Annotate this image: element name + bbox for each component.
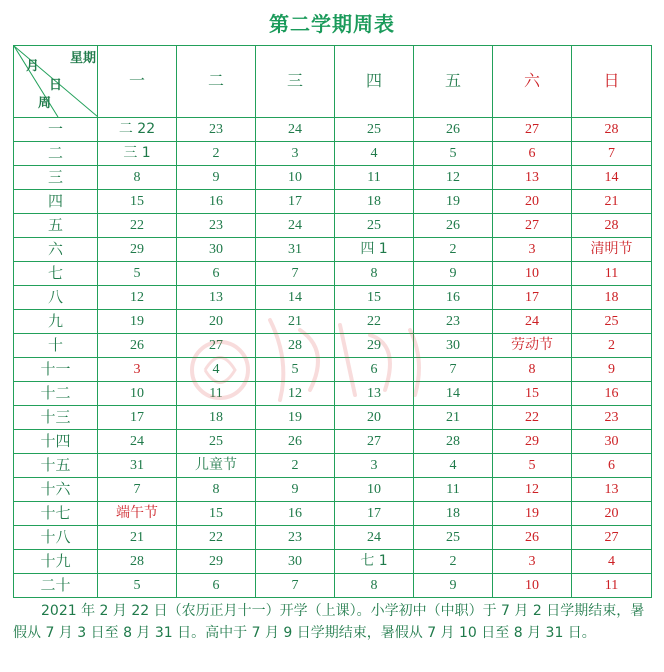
date-cell: 10 [493, 574, 572, 598]
date-cell: 28 [572, 118, 652, 142]
date-cell: 4 [335, 142, 414, 166]
date-cell: 11 [335, 166, 414, 190]
weekday-header-fri: 五 [414, 46, 493, 118]
date-cell: 2 [414, 550, 493, 574]
date-cell: 七 1 [335, 550, 414, 574]
date-cell: 二 22 [98, 118, 177, 142]
date-cell: 8 [335, 262, 414, 286]
week-row [14, 478, 652, 502]
semester-week-table-container [13, 45, 652, 598]
weekday-header-wed: 三 [256, 46, 335, 118]
week-number-cell: 五 [14, 214, 98, 238]
week-row [14, 166, 652, 190]
date-cell: 5 [98, 262, 177, 286]
date-cell: 6 [572, 454, 652, 478]
week-number-cell: 十 [14, 334, 98, 358]
date-cell: 10 [493, 262, 572, 286]
week-row [14, 238, 652, 262]
date-cell: 12 [414, 166, 493, 190]
date-cell: 26 [98, 334, 177, 358]
date-cell: 6 [493, 142, 572, 166]
date-cell: 8 [335, 574, 414, 598]
date-cell: 11 [572, 262, 652, 286]
date-cell: 11 [414, 478, 493, 502]
week-row [14, 142, 652, 166]
date-cell: 18 [572, 286, 652, 310]
week-row [14, 406, 652, 430]
date-cell: 27 [493, 214, 572, 238]
date-cell: 13 [493, 166, 572, 190]
week-row [14, 382, 652, 406]
date-cell: 27 [572, 526, 652, 550]
date-cell: 17 [493, 286, 572, 310]
date-cell: 12 [256, 382, 335, 406]
date-cell: 21 [572, 190, 652, 214]
date-cell: 2 [414, 238, 493, 262]
date-cell: 28 [572, 214, 652, 238]
date-cell: 12 [493, 478, 572, 502]
date-cell: 13 [572, 478, 652, 502]
date-cell: 3 [256, 142, 335, 166]
date-cell: 7 [256, 574, 335, 598]
date-cell: 22 [335, 310, 414, 334]
week-row [14, 550, 652, 574]
date-cell: 端午节 [98, 502, 177, 526]
date-cell: 7 [98, 478, 177, 502]
date-cell: 14 [414, 382, 493, 406]
page-title: 第二学期周表 [269, 12, 395, 36]
week-row [14, 526, 652, 550]
date-cell: 三 1 [98, 142, 177, 166]
weekday-header-sun: 日 [572, 46, 652, 118]
date-cell: 23 [177, 214, 256, 238]
date-cell: 10 [256, 166, 335, 190]
date-cell: 27 [493, 118, 572, 142]
week-row [14, 190, 652, 214]
date-cell: 5 [98, 574, 177, 598]
date-cell: 9 [256, 478, 335, 502]
date-cell: 24 [98, 430, 177, 454]
date-cell: 2 [572, 334, 652, 358]
weekday-header-sat: 六 [493, 46, 572, 118]
date-cell: 14 [256, 286, 335, 310]
date-cell: 29 [335, 334, 414, 358]
date-cell: 18 [335, 190, 414, 214]
date-cell: 20 [177, 310, 256, 334]
date-cell: 3 [335, 454, 414, 478]
date-cell: 11 [177, 382, 256, 406]
week-number-cell: 十五 [14, 454, 98, 478]
date-cell: 26 [493, 526, 572, 550]
date-cell: 16 [572, 382, 652, 406]
date-cell: 13 [335, 382, 414, 406]
date-cell: 5 [256, 358, 335, 382]
date-cell: 19 [493, 502, 572, 526]
week-number-cell: 六 [14, 238, 98, 262]
date-cell: 30 [177, 238, 256, 262]
date-cell: 15 [98, 190, 177, 214]
week-row [14, 118, 652, 142]
date-cell: 25 [335, 214, 414, 238]
date-cell: 4 [177, 358, 256, 382]
week-number-cell: 九 [14, 310, 98, 334]
date-cell: 8 [177, 478, 256, 502]
date-cell: 24 [493, 310, 572, 334]
date-cell: 16 [256, 502, 335, 526]
date-cell: 26 [414, 118, 493, 142]
week-number-cell: 三 [14, 166, 98, 190]
date-cell: 27 [177, 334, 256, 358]
week-row [14, 214, 652, 238]
date-cell: 7 [572, 142, 652, 166]
date-cell: 28 [414, 430, 493, 454]
date-cell: 8 [98, 166, 177, 190]
week-row [14, 358, 652, 382]
corner-header-cell [14, 46, 98, 118]
semester-note: 2021 年 2 月 22 日（农历正月十一）开学（上课）。小学初中（中职）于 7 月 2 日学期结束，暑假从 7 月 3 日至 8 月 31 日。高中于 7 月 9 日学期结束，暑假从 7 月 10 日至 8 月 31 日。 [13, 603, 645, 641]
date-cell: 29 [177, 550, 256, 574]
date-cell: 4 [572, 550, 652, 574]
date-cell: 30 [414, 334, 493, 358]
date-cell: 清明节 [572, 238, 652, 262]
date-cell: 5 [493, 454, 572, 478]
date-cell: 6 [177, 262, 256, 286]
date-cell: 7 [414, 358, 493, 382]
date-cell: 19 [98, 310, 177, 334]
date-cell: 25 [335, 118, 414, 142]
header-row [14, 46, 652, 118]
date-cell: 25 [177, 430, 256, 454]
week-number-cell: 十四 [14, 430, 98, 454]
date-cell: 25 [414, 526, 493, 550]
week-number-cell: 一 [14, 118, 98, 142]
date-cell: 17 [256, 190, 335, 214]
date-cell: 21 [98, 526, 177, 550]
date-cell: 10 [98, 382, 177, 406]
date-cell: 21 [414, 406, 493, 430]
date-cell: 19 [256, 406, 335, 430]
date-cell: 29 [493, 430, 572, 454]
date-cell: 四 1 [335, 238, 414, 262]
date-cell: 16 [177, 190, 256, 214]
date-cell: 4 [414, 454, 493, 478]
date-cell: 8 [493, 358, 572, 382]
date-cell: 23 [572, 406, 652, 430]
week-row [14, 262, 652, 286]
date-cell: 6 [335, 358, 414, 382]
week-number-cell: 十六 [14, 478, 98, 502]
date-cell: 22 [98, 214, 177, 238]
date-cell: 19 [414, 190, 493, 214]
date-cell: 2 [256, 454, 335, 478]
date-cell: 18 [414, 502, 493, 526]
date-cell: 15 [493, 382, 572, 406]
date-cell: 17 [335, 502, 414, 526]
week-row [14, 310, 652, 334]
corner-label-weekday: 星期 [70, 51, 97, 66]
week-number-cell: 二 [14, 142, 98, 166]
corner-label-day: 日 [49, 78, 63, 93]
week-number-cell: 十二 [14, 382, 98, 406]
corner-label-month: 月 [26, 59, 40, 74]
date-cell: 10 [335, 478, 414, 502]
date-cell: 儿童节 [177, 454, 256, 478]
week-number-cell: 八 [14, 286, 98, 310]
date-cell: 18 [177, 406, 256, 430]
date-cell: 26 [256, 430, 335, 454]
date-cell: 9 [414, 262, 493, 286]
date-cell: 24 [256, 214, 335, 238]
date-cell: 30 [572, 430, 652, 454]
corner-label-week: 周 [38, 96, 52, 111]
date-cell: 26 [414, 214, 493, 238]
date-cell: 2 [177, 142, 256, 166]
week-row [14, 286, 652, 310]
date-cell: 24 [256, 118, 335, 142]
week-number-cell: 七 [14, 262, 98, 286]
date-cell: 31 [98, 454, 177, 478]
date-cell: 9 [177, 166, 256, 190]
date-cell: 17 [98, 406, 177, 430]
date-cell: 12 [98, 286, 177, 310]
date-cell: 13 [177, 286, 256, 310]
week-row [14, 454, 652, 478]
date-cell: 9 [572, 358, 652, 382]
date-cell: 30 [256, 550, 335, 574]
date-cell: 20 [572, 502, 652, 526]
date-cell: 3 [493, 550, 572, 574]
date-cell: 5 [414, 142, 493, 166]
date-cell: 23 [256, 526, 335, 550]
week-row [14, 502, 652, 526]
date-cell: 16 [414, 286, 493, 310]
date-cell: 21 [256, 310, 335, 334]
date-cell: 20 [335, 406, 414, 430]
week-row [14, 574, 652, 598]
weekday-header-tue: 二 [177, 46, 256, 118]
week-number-cell: 十八 [14, 526, 98, 550]
date-cell: 29 [98, 238, 177, 262]
date-cell: 23 [414, 310, 493, 334]
weekday-header-thu: 四 [335, 46, 414, 118]
date-cell: 7 [256, 262, 335, 286]
date-cell: 22 [493, 406, 572, 430]
weekday-header-mon: 一 [98, 46, 177, 118]
date-cell: 25 [572, 310, 652, 334]
date-cell: 28 [98, 550, 177, 574]
week-number-cell: 十一 [14, 358, 98, 382]
week-number-cell: 二十 [14, 574, 98, 598]
week-number-cell: 十九 [14, 550, 98, 574]
date-cell: 31 [256, 238, 335, 262]
week-row [14, 334, 652, 358]
week-number-cell: 四 [14, 190, 98, 214]
semester-week-table [13, 45, 652, 598]
date-cell: 15 [335, 286, 414, 310]
date-cell: 20 [493, 190, 572, 214]
date-cell: 6 [177, 574, 256, 598]
date-cell: 11 [572, 574, 652, 598]
date-cell: 14 [572, 166, 652, 190]
date-cell: 3 [98, 358, 177, 382]
week-row [14, 430, 652, 454]
date-cell: 27 [335, 430, 414, 454]
date-cell: 9 [414, 574, 493, 598]
date-cell: 22 [177, 526, 256, 550]
date-cell: 15 [177, 502, 256, 526]
date-cell: 3 [493, 238, 572, 262]
week-number-cell: 十七 [14, 502, 98, 526]
date-cell: 24 [335, 526, 414, 550]
date-cell: 23 [177, 118, 256, 142]
week-number-cell: 十三 [14, 406, 98, 430]
date-cell: 劳动节 [493, 334, 572, 358]
date-cell: 28 [256, 334, 335, 358]
